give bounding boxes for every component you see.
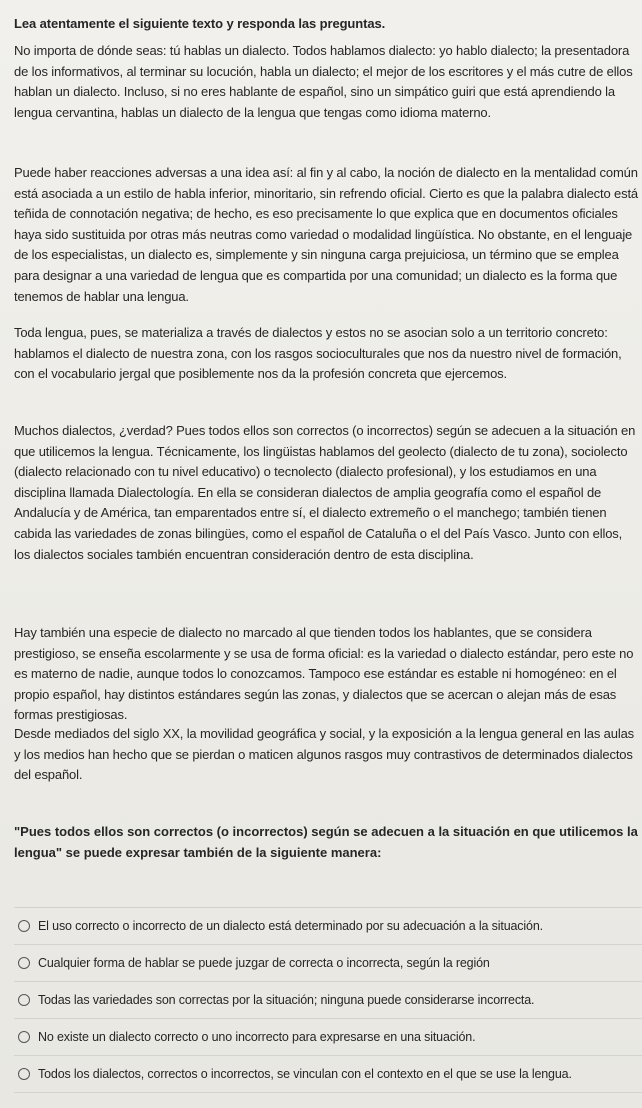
answer-option-label: Cualquier forma de hablar se puede juzgar de correcta o incorrecta, según la región (38, 956, 490, 970)
answer-option-5[interactable] (14, 1056, 642, 1093)
question-text: "Pues todos ellos son correctos (o incorrectos) según se adecuen a la situación en que utilicemos la lengua" se puede expresar también de la siguiente manera: (14, 824, 638, 860)
answer-option-label: El uso correcto o incorrecto de un dialecto está determinado por su adecuación a la situación. (38, 919, 543, 933)
radio-button-icon[interactable] (18, 1031, 30, 1043)
radio-button-icon[interactable] (18, 957, 30, 969)
answer-option-label: Todas las variedades son correctas por la situación; ninguna puede considerarse incorrecta. (38, 993, 535, 1007)
answer-option-1[interactable] (14, 908, 642, 945)
answer-option-3[interactable] (14, 982, 642, 1019)
paragraph-4: Muchos dialectos, ¿verdad? Pues todos ellos son correctos (o incorrectos) según se adecuen a la situación en que utilicemos la lengua. Técnicamente, los lingüistas hablamos del geolecto (dialecto de tu zona), sociolecto (dialecto relacionado con tu nivel educativo) o tecnolecto (dialecto profesional), y los estudiamos en una disciplina llamada Dialectología. En ella se consideran dialectos de amplia geografía como el español de Andalucía y de América, tan emparentados entre sí, el dialecto extremeño o el manchego; también tienen cabida las variedades de zonas bilingües, como el español de Cataluña o el del País Vasco. Junto con ellos, los dialectos sociales también encuentran consideración dentro de esta disciplina. (14, 423, 636, 562)
radio-button-icon[interactable] (18, 1068, 30, 1080)
paragraph-5: Hay también una especie de dialecto no marcado al que tienden todos los hablantes, que se considera prestigioso, se enseña escolarmente y se usa de forma oficial: es la variedad o dialecto estándar, pero este no es materno de nadie, aunque todos lo conozcamos. Tampoco ese estándar es estable ni homogéneo: en el propio español, hay distintos estándares según las zonas, y dialectos que se acercan o alejan más de esas formas prestigiosas. (14, 625, 634, 723)
paragraph-2: Puede haber reacciones adversas a una idea así: al fin y al cabo, la noción de dialecto en la mentalidad común está asociada a un estilo de habla inferior, minoritario, sin refrendo oficial. Cierto es que la palabra dialecto está teñida de connotación negativa; de hecho, es eso precisamente lo que explica que en documentos oficiales haya sido sustituida por otras más neutras como variedad o modalidad lingüística. No obstante, en el lenguaje de los especialistas, un dialecto es, simplemente y sin ninguna carga prejuiciosa, un término que se emplea para designar a una variedad de lengua que es compartida por una comunidad; un dialecto es la forma que tenemos de hablar una lengua. (14, 165, 639, 304)
answer-option-label: No existe un dialecto correcto o uno incorrecto para expresarse en una situación. (38, 1030, 476, 1044)
radio-button-icon[interactable] (18, 994, 30, 1006)
instruction-heading: Lea atentamente el siguiente texto y responda las preguntas. (14, 16, 386, 31)
paragraph-1: No importa de dónde seas: tú hablas un dialecto. Todos hablamos dialecto: yo hablo dialecto; la presentadora de los informativos, al terminar su locución, habla un dialecto; el mejor de los escritores y el más cutre de ellos hablan un dialecto. Incluso, si no eres hablante de español, sino un simpático guiri que está aprendiendo la lengua cervantina, hablas un dialecto de la lengua que tengas como idioma materno. (14, 43, 633, 120)
paragraph-3: Toda lengua, pues, se materializa a través de dialectos y estos no se asocian solo a un territorio concreto: hablamos el dialecto de nuestra zona, con los rasgos socioculturales que nos da nuestro nivel de formación, con el vocabulario jergal que posiblemente nos da la profesión concreta que ejercemos. (14, 325, 622, 382)
answer-option-label: Todos los dialectos, correctos o incorrectos, se vinculan con el contexto en el que se use la lengua. (38, 1067, 572, 1081)
paragraph-6: Desde mediados del siglo XX, la movilidad geográfica y social, y la exposición a la lengua general en las aulas y los medios han hecho que se pierdan o maticen algunos rasgos muy contrastivos de determinados dialectos del español. (14, 726, 635, 783)
radio-button-icon[interactable] (18, 920, 30, 932)
answer-option-2[interactable] (14, 945, 642, 982)
answer-option-4[interactable] (14, 1019, 642, 1056)
answer-options (14, 907, 642, 1093)
